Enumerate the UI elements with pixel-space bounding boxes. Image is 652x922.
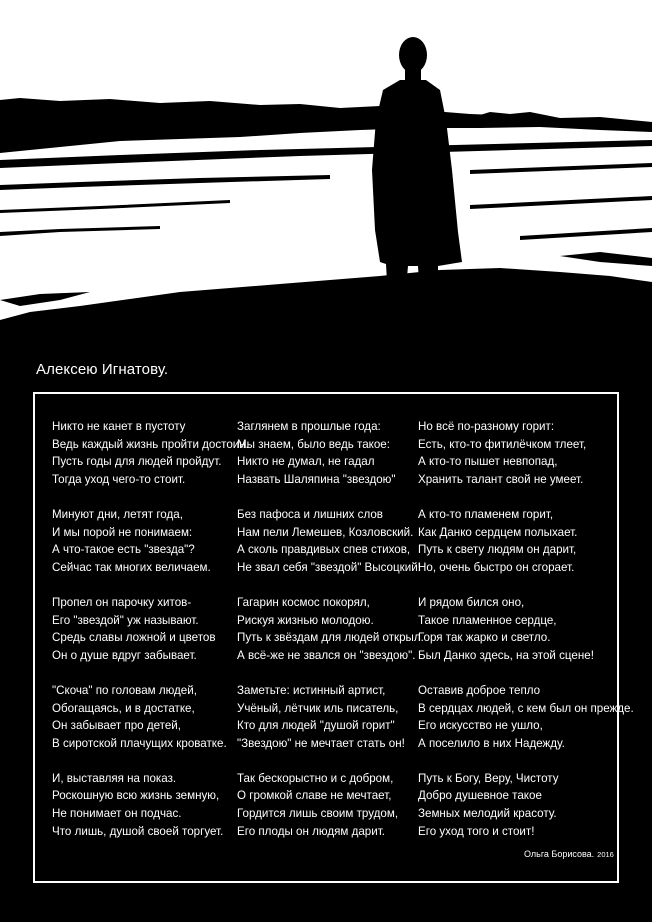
poem-line: "Звездою" не мечтает стать он! [237,736,405,750]
poem-line: Горя так жарко и светло. [418,631,551,645]
poem-line: Но всё по-разному горит: [418,420,555,433]
stanza [237,594,424,664]
stanza [52,418,249,488]
poem-line: А кто-то пышет невпопад, [418,455,558,469]
poem-line: Учёный, лётчик иль писатель, [237,701,399,715]
poem-line: Кто для людей "душой горит" [237,719,395,733]
stanza [237,418,424,488]
poem-line: И рядом бился оно, [418,595,525,609]
poem-line: Пропел он парочку хитов- [52,595,192,609]
poem-line: "Скоча" по головам людей, [52,683,197,697]
poem-line: Пусть годы для людей пройдут. [52,455,222,469]
stanza [237,682,424,752]
poem-column-2 [237,418,424,858]
poem-line: Обогащаясь, и в достатке, [52,701,195,715]
poem-line: Путь к звёздам для людей открыл. [237,631,424,645]
poem-line: Гордится лишь своим трудом, [237,807,399,821]
poem-line: Минуют дни, летят года, [52,507,183,521]
stanza [418,770,634,840]
poem-line: Земных мелодий красоту. [418,807,557,821]
poem-column-3 [418,418,634,858]
signature-author: Ольга Борисова. [524,849,595,859]
stanza [237,506,424,576]
poem-line: А поселило в них Надежду. [418,736,565,750]
poem-line: Роскошную всю жизнь земную, [52,789,220,803]
stanza [52,506,249,576]
poem-line: Назвать Шаляпина "звездою" [237,472,396,486]
poem-line: Ведь каждый жизнь пройти достоин. [52,437,249,451]
poem-line: Нам пели Лемешев, Козловский. [237,525,414,539]
poem-column-1 [52,418,249,858]
poem-line: В сердцах людей, с кем был он прежде. [418,701,634,715]
signature [524,849,614,859]
poem-line: Добро душевное такое [418,789,542,803]
poem-line: Сейчас так многих величаем. [52,560,211,574]
poem-line: Так бескорыстно и с добром, [237,771,394,785]
poem-line: Никто не канет в пустоту [52,420,186,433]
poem-line: А что-такое есть "звезда"? [52,543,195,557]
poem-line: А всё-же не звался он "звездою". [237,648,416,662]
poem-line: Хранить талант свой не умеет. [418,472,584,486]
poem-line: Был Данко здесь, на этой сцене! [418,648,594,662]
poem-line: Он о душе вдруг забывает. [52,648,197,662]
poem-line: Средь славы ложной и цветов [52,631,216,645]
stanza [237,770,424,840]
poem-line: Мы знаем, было ведь такое: [237,437,390,451]
poem-line: Его уход того и стоит! [418,824,535,838]
poem-line: Путь к свету людям он дарит, [418,543,577,557]
poem-line: Его плоды он людям дарит. [237,824,385,838]
poem-line: Его "звездой" уж называют. [52,613,199,627]
poem-line: Гагарин космос покорял, [237,595,370,609]
signature-year: 2016 [597,850,614,859]
poem-line: Но, очень быстро он сгорает. [418,560,575,574]
stanza [52,594,249,664]
poem-line: А сколь правдивых спев стихов, [237,543,411,557]
cover-photo [0,0,652,372]
poem-line: А кто-то пламенем горит, [418,507,554,521]
poem-line: О громкой славе не мечтает, [237,789,392,803]
poem-line: Не понимает он подчас. [52,807,182,821]
poem-line: Как Данко сердцем полыхает. [418,525,578,539]
poem-line: Такое пламенное сердце, [418,613,557,627]
poem-line: В сиротской плачущих кроватке. [52,736,227,750]
shore-silhouette-image [0,0,652,372]
poem-line: Не звал себя "звездой" Высоцкий! [237,560,421,574]
dedication: Алексею Игнатову. [36,361,169,378]
poem-line: Оставив доброе тепло [418,683,541,697]
stanza [418,506,634,576]
stanza [418,418,634,488]
stanza [52,770,249,840]
poem-line: Есть, кто-то фитилёчком тлеет, [418,437,587,451]
poem-line: Он забывает про детей, [52,719,181,733]
poem-line: Тогда уход чего-то стоит. [52,472,186,486]
poem-line: Путь к Богу, Веру, Чистоту [418,771,559,785]
poem-line: Заглянем в прошлые года: [237,420,381,433]
stanza [418,682,634,752]
poem-line: И, выставляя на показ. [52,771,177,785]
stanza [52,682,249,752]
poem-line: Что лишь, душой своей торгует. [52,824,224,838]
stanza [418,594,634,664]
poem-line: Без пафоса и лишних слов [237,507,383,521]
poem-line: Никто не думал, не гадал [237,455,375,469]
poem-line: Его искусство не ушло, [418,719,543,733]
poem-line: Рискуя жизнью молодою. [237,613,374,627]
poem-line: И мы порой не понимаем: [52,525,193,539]
poem-line: Заметьте: истинный артист, [237,683,386,697]
